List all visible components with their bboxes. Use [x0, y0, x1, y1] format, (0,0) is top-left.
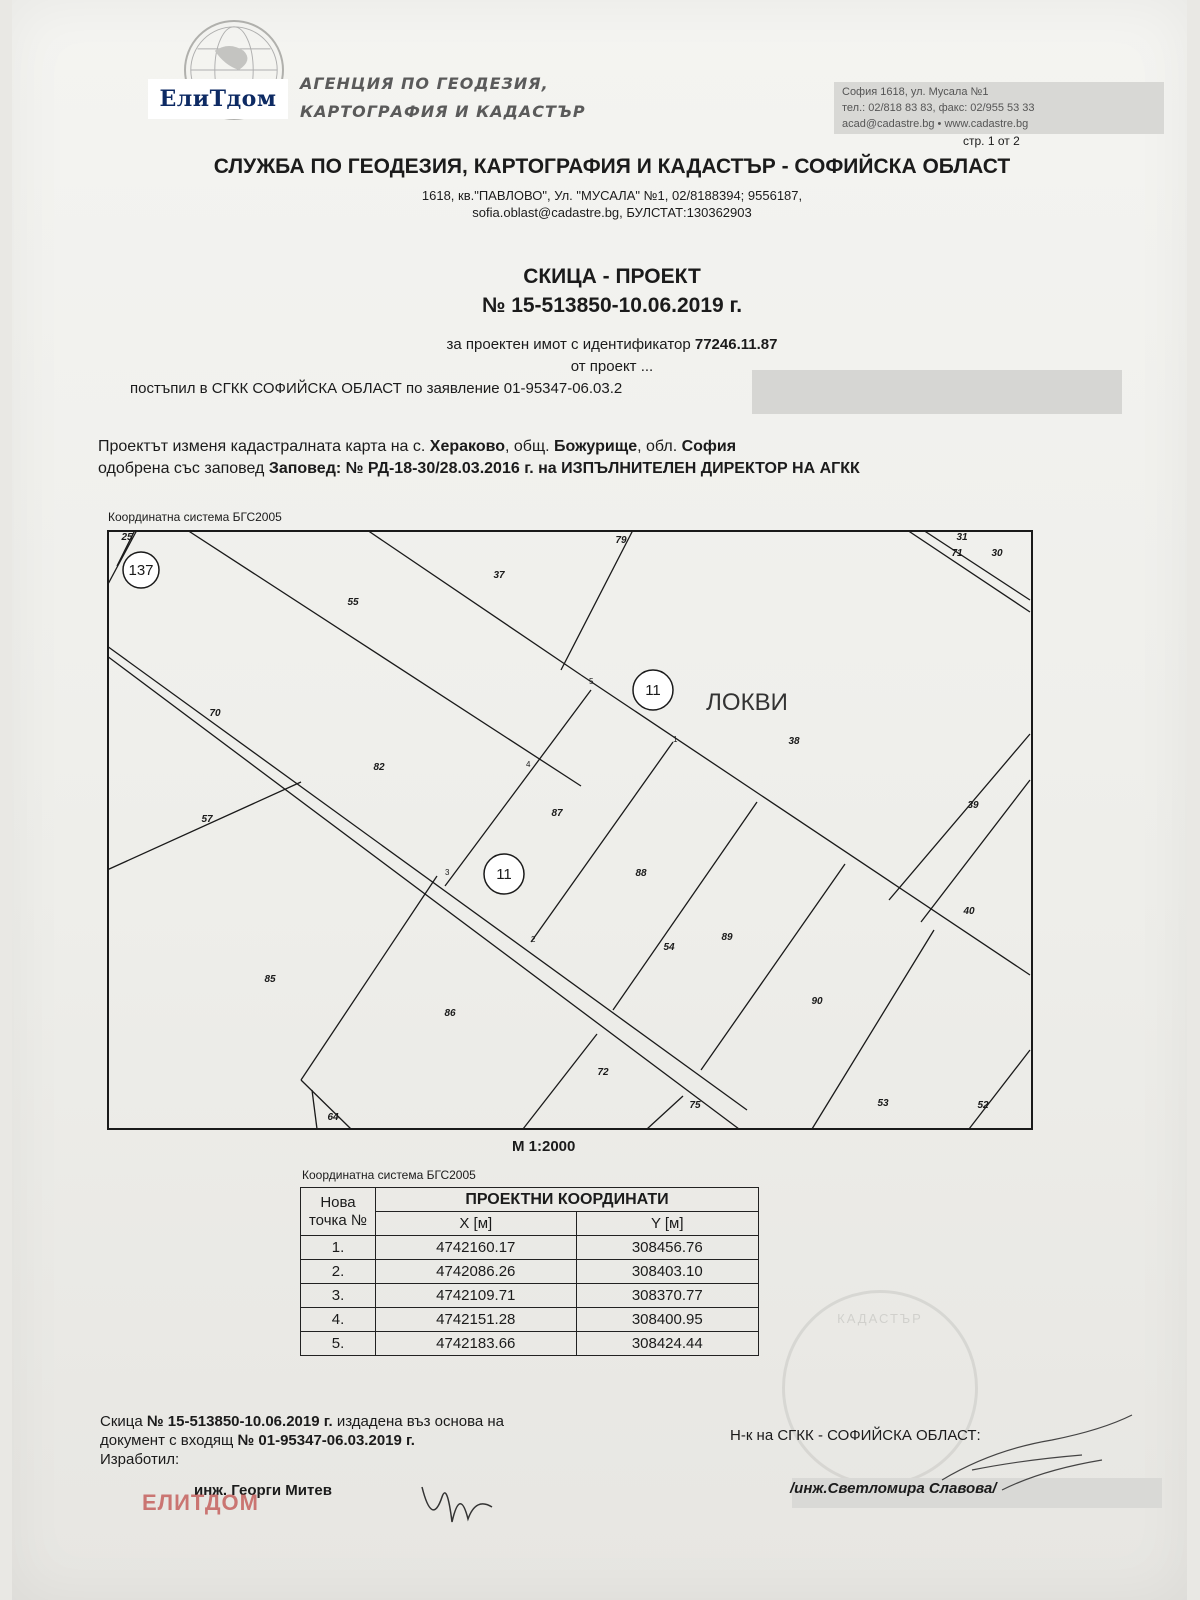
table-row	[301, 1284, 759, 1308]
parcel-label: 37	[493, 570, 505, 581]
parcel-label: 88	[635, 868, 647, 879]
coord-y: 308424.44	[576, 1332, 758, 1356]
region-prefix: , обл.	[637, 438, 682, 455]
watermark: ЕЛИТДОМ	[142, 1490, 259, 1515]
road-edge	[107, 646, 747, 1110]
contact-phone: тел.: 02/818 83 83, факс: 02/955 53 33	[842, 102, 1035, 114]
map-coord-system: Координатна система БГС2005	[108, 510, 282, 524]
road-edge	[107, 656, 739, 1129]
point-label-2: 2	[531, 935, 536, 944]
circle-label-137: 137	[128, 562, 154, 579]
received-line: постъпил в СГКК СОФИЙСКА ОБЛАСТ по заявление 01-95347-06.03.2	[130, 380, 623, 397]
table-coord-system: Координатна система БГС2005	[302, 1168, 476, 1182]
coord-y: 308456.76	[576, 1236, 758, 1260]
parcel-label: 64	[327, 1112, 339, 1123]
coord-y: 308400.95	[576, 1308, 758, 1332]
parcel-boundary	[923, 530, 1030, 600]
coord-y: 308403.10	[576, 1260, 758, 1284]
point-number: 4.	[301, 1308, 376, 1332]
page-number: стр. 1 от 2	[963, 134, 1020, 148]
parcel-boundary	[969, 1050, 1030, 1129]
municipality-prefix: , общ.	[505, 438, 555, 455]
parcel-label: 39	[967, 800, 979, 811]
prepared-by-name: инж. Георги Митев	[194, 1482, 332, 1499]
parcel-boundary	[907, 530, 1030, 612]
footer-sketch-number: № 15-513850-10.06.2019 г.	[146, 1413, 333, 1430]
col-point-line1: Нова	[320, 1193, 356, 1211]
parcel-boundary	[107, 782, 301, 870]
changes-line	[98, 438, 736, 456]
coord-y: 308370.77	[576, 1284, 758, 1308]
footer-issued-line2	[100, 1431, 504, 1450]
document-title-line1: СКИЦА - ПРОЕКТ	[523, 265, 701, 288]
contact-web: acad@cadastre.bg • www.cadastre.bg	[842, 118, 1029, 130]
parcel-boundary	[301, 1080, 351, 1129]
coordinates-header: ПРОЕКТНИ КООРДИНАТИ	[376, 1188, 759, 1212]
table-row	[301, 1308, 759, 1332]
agency-name-line1: АГЕНЦИЯ ПО ГЕОДЕЗИЯ,	[300, 74, 549, 93]
approval-line	[98, 460, 860, 478]
parcel-label: 57	[201, 814, 213, 825]
parcel-boundary	[647, 1096, 683, 1129]
cadastral-map	[107, 530, 1033, 1130]
parcel-label: 55	[347, 597, 359, 608]
service-title: СЛУЖБА ПО ГЕОДЕЗИЯ, КАРТОГРАФИЯ И КАДАСТЪР - СОФИЙСКА ОБЛАСТ	[213, 155, 1011, 178]
footer-document-prefix: документ с входящ	[100, 1432, 238, 1449]
col-point-line2: точка №	[308, 1211, 368, 1229]
coordinates-table	[300, 1187, 759, 1356]
agency-name	[300, 70, 586, 126]
point-number: 1.	[301, 1236, 376, 1260]
area-name: ЛОКВИ	[706, 689, 788, 716]
parcel-boundary	[367, 530, 581, 675]
service-address-line1: 1618, кв."ПАВЛОВО", Ул. "МУСАЛА" №1, 02/8188394; 9556187,	[421, 188, 803, 203]
footer-sketch-prefix: Скица	[100, 1413, 147, 1430]
changes-prefix: Проектът изменя кадастралната карта на с.	[98, 438, 430, 455]
parcel-label: 30	[991, 548, 1003, 559]
parcel-label: 38	[788, 736, 800, 747]
region-name: София	[681, 438, 737, 455]
brand-logo: ЕлиТдом	[148, 79, 288, 119]
agency-name-line2: КАРТОГРАФИЯ И КАДАСТЪР	[300, 102, 586, 121]
point-number: 3.	[301, 1284, 376, 1308]
parcel-boundary	[701, 864, 845, 1070]
parcel-label: 72	[597, 1067, 609, 1078]
project-boundary	[445, 690, 591, 886]
col-x-header: X [м]	[376, 1212, 577, 1236]
parcel-boundary	[581, 675, 1030, 975]
parcel-label: 86	[444, 1008, 456, 1019]
parcel-label: 53	[877, 1098, 889, 1109]
approval-prefix: одобрена със заповед	[98, 460, 269, 477]
municipality-name: Божурище	[554, 438, 638, 455]
parcel-label: 31	[956, 532, 968, 543]
property-prefix: за проектен имот с идентификатор	[446, 336, 695, 353]
approval-order: Заповед: № РД-18-30/28.03.2016 г. на ИЗПЪЛНИТЕЛЕН ДИРЕКТОР НА АГКК	[268, 460, 860, 477]
contact-address: София 1618, ул. Мусала №1	[842, 86, 989, 98]
circle-label-11b: 11	[496, 866, 512, 883]
footer-issued-line1	[100, 1412, 504, 1431]
from-project: от проект ...	[570, 358, 654, 375]
property-line	[72, 336, 1152, 353]
circle-label-11a: 11	[645, 682, 661, 699]
document-title	[72, 262, 1152, 320]
parcel-boundary	[889, 734, 1030, 900]
parcel-boundary	[561, 530, 633, 670]
parcel-label: 40	[963, 906, 975, 917]
agency-contact	[834, 82, 1164, 134]
map-scale: М 1:2000	[512, 1138, 576, 1155]
village-name: Хераково	[429, 438, 505, 455]
signature-head	[932, 1410, 1142, 1500]
parcel-label: 87	[551, 808, 563, 819]
point-label-1: 1	[673, 735, 678, 744]
head-label: Н-к на СГКК - СОФИЙСКА ОБЛАСТ:	[730, 1427, 981, 1444]
parcel-label: 71	[951, 548, 963, 559]
parcel-label: 75	[689, 1100, 701, 1111]
prepared-by-label: Изработил:	[100, 1451, 180, 1468]
parcel-label: 82	[373, 762, 385, 773]
footer-document-number: № 01-95347-06.03.2019 г.	[237, 1432, 415, 1449]
table-row	[301, 1332, 759, 1356]
redaction-box	[752, 370, 1122, 414]
service-address-line2: sofia.oblast@cadastre.bg, БУЛСТАТ:130362903	[472, 205, 752, 220]
footer-sketch-suffix: издадена въз основа на	[332, 1413, 505, 1430]
col-point-header	[301, 1188, 376, 1236]
col-y-header: Y [м]	[576, 1212, 758, 1236]
document-number: № 15-513850-10.06.2019 г.	[481, 294, 743, 317]
point-number: 2.	[301, 1260, 376, 1284]
coord-x: 4742151.28	[376, 1308, 577, 1332]
parcel-boundary	[301, 876, 437, 1080]
parcel-label: 79	[615, 535, 627, 546]
document-page	[12, 0, 1187, 1600]
parcel-label: 85	[264, 974, 276, 985]
coord-x: 4742183.66	[376, 1332, 577, 1356]
point-label-4: 4	[526, 760, 531, 769]
parcel-label: 89	[721, 932, 733, 943]
coord-x: 4742109.71	[376, 1284, 577, 1308]
parcel-label: 54	[663, 942, 675, 953]
point-number: 5.	[301, 1332, 376, 1356]
table-row	[301, 1236, 759, 1260]
property-id: 77246.11.87	[694, 336, 778, 353]
head-name: /инж.Светломира Славова/	[790, 1480, 997, 1497]
project-boundary	[531, 742, 673, 942]
parcel-boundary	[613, 802, 757, 1010]
coord-x: 4742160.17	[376, 1236, 577, 1260]
point-label-3: 3	[445, 868, 450, 877]
table-row	[301, 1260, 759, 1284]
map-frame	[108, 531, 1032, 1129]
point-label-5: 5	[589, 677, 594, 686]
coord-x: 4742086.26	[376, 1260, 577, 1284]
parcel-label: 25	[121, 532, 133, 543]
service-address	[72, 187, 1152, 221]
footer-issued	[100, 1412, 504, 1469]
parcel-label: 70	[209, 708, 221, 719]
signature-engineer	[412, 1477, 502, 1537]
parcel-label: 52	[977, 1100, 989, 1111]
parcel-boundary	[812, 930, 934, 1129]
stamp-text: КАДАСТЪР	[837, 1311, 923, 1326]
parcel-boundary	[523, 1034, 597, 1129]
parcel-label: 90	[811, 996, 823, 1007]
